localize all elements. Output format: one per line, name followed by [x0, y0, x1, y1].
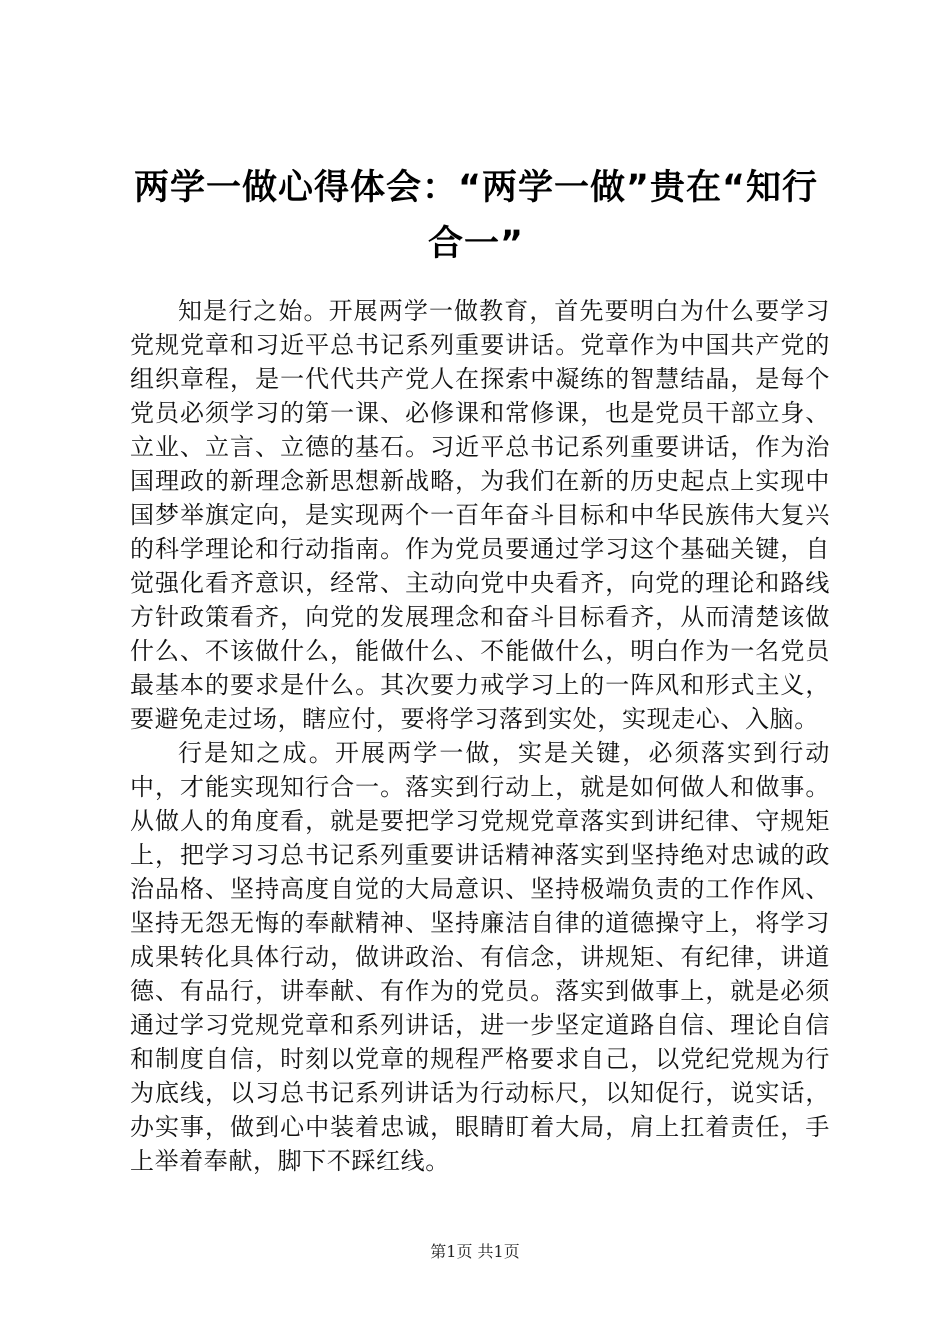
paragraph-1: 知是行之始。开展两学一做教育，首先要明白为什么要学习党规党章和习近平总书记系列重要讲话。党章作为中国共产党的组织章程，是一代代共产党人在探索中凝练的智慧结晶，是每个党员必须学习的第一课、必修课和常修课，也是党员干部立身、立业、立言、立德的基石。习近平总书记系列重要讲话，作为治国理政的新理念新思想新战略，为我们在新的历史起点上实现中国梦举旗定向，是实现两个一百年奋斗目标和中华民族伟大复兴的科学理论和行动指南。作为党员要通过学习这个基础关键，自觉强化看齐意识，经常、主动向党中央看齐，向党的理论和路线方针政策看齐，向党的发展理念和奋斗目标看齐，从而清楚该做什么、不该做什么，能做什么、不能做什么，明白作为一名党员最基本的要求是什么。其次要力戒学习上的一阵风和形式主义，要避免走过场，瞎应付，要将学习落到实处，实现走心、入脑。 — [130, 297, 830, 733]
page-number-footer: 第1页 共1页 — [430, 1242, 520, 1261]
document-title: 两学一做心得体会：“两学一做”贵在“知行合一” — [133, 168, 818, 264]
paragraph-2: 行是知之成。开展两学一做，实是关键，必须落实到行动中，才能实现知行合一。落实到行动上，就是如何做人和做事。从做人的角度看，就是要把学习党规党章落实到讲纪律、守规矩上，把学习习总书记系列重要讲话精神落实到坚持绝对忠诚的政治品格、坚持高度自觉的大局意识、坚持极端负责的工作作风、坚持无怨无悔的奉献精神、坚持廉洁自律的道德操守上，将学习成果转化具体行动，做讲政治、有信念，讲规矩、有纪律，讲道德、有品行，讲奉献、有作为的党员。落实到做事上，就是必须通过学习党规党章和系列讲话，进一步坚定道路自信、理论自信和制度自信，时刻以党章的规程严格要求自己，以党纪党规为行为底线，以习总书记系列讲话为行动标尺，以知促行，说实话，办实事，做到心中装着忠诚，眼睛盯着大局，肩上扛着责任，手上举着奉献，脚下不踩红线。 — [130, 739, 830, 1175]
document-body — [130, 294, 830, 1178]
